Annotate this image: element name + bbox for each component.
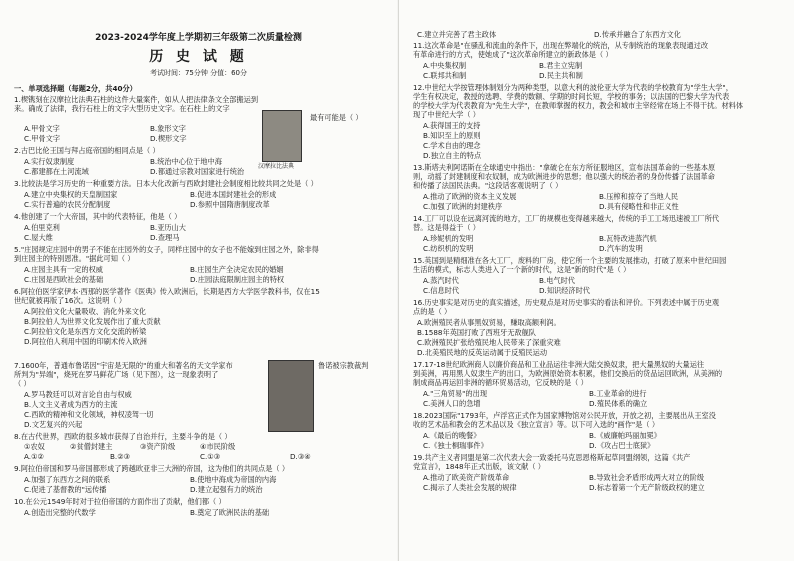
q10-option-b: B.奠定了欧洲民法的基础 [190,508,270,517]
q6-option-d: D.阿拉伯人利用中国的印刷术传入欧洲 [24,337,147,346]
q13-line1: 13.斯塔夫利阿诺斯在全球通史中指出："拿破仑在东方所征服地区，宣布法国革命的一些基本原 [413,163,716,172]
q13-option-b: B.压榨和掠夺了当地人民 [599,192,679,201]
q8-option-d: D.③④ [290,452,311,461]
q11-option-c: C.联邦共和制 [423,71,467,80]
q14-option-d: D.汽车的发明 [599,244,643,253]
q10-option-a: A.创造出完整的代数学 [24,508,96,517]
q5-line2: 到庄园主的特别恩准。"据此可知（ ） [14,254,135,263]
q16-option-b: B.1588年英国打败了西班牙无敌舰队 [417,328,536,337]
bruno-burning-image [268,360,314,432]
q3-stem: 3.比较法是学习历史的一种重要方法。日本大化改新与西欧封建社会制度相比较共同之处是（ ） [14,179,318,188]
right-page [398,0,794,561]
q11-option-d: D.民主共和制 [539,71,583,80]
q7-option-c: C.西欧的精神和文化领域，神权凌驾一切 [24,410,154,419]
q4-option-c: C.屋大维 [24,233,53,242]
q5-option-d: D.庄园法庭限制庄园主的特权 [190,275,285,284]
q15-line1: 15.英国到是精细准在各大工厂，废料的厂房，使它所一个主要的发展推动，打破了原来中世纪田园 [413,256,727,265]
q7-option-d: D.文艺复兴的兴起 [24,420,83,429]
q1-option-b: B.象形文字 [150,124,186,133]
q16-option-c: C.欧洲殖民扩张给殖民地人民带来了深重灾难 [417,338,561,347]
q10-stem: 10.在公元1549年时对于拉伯帝国的方面作出了贡献，他们都（ ） [14,497,226,506]
q5-option-c: C.庄园是西欧社会的基础 [24,275,104,284]
q3-option-a: A.建立中央集权的天皇制国家 [24,190,118,199]
q11-option-b: B.君主立宪制 [539,61,583,70]
q8-option-c: C.①③ [200,452,221,461]
q15-line2: 生活的模式，标志人类进入了一个新的时代，这是"新的时代"是（ ） [413,265,631,274]
q7-line1: 7.1600年，普通布鲁诺因"宇宙是无限的"的重大和著名的天文学家布 [14,361,233,370]
subject-title: 历 史 试 题 [149,49,248,65]
q6-line1: 6.阿拉伯医学家伊本·西那的医学著作《医典》传入欧洲后，长期是西方大学医学教科书，仅在15 [14,287,320,296]
q13-option-c: C.加强了欧洲的封建秩序 [423,202,503,211]
q9-option-d: D.建立起强有力的统治 [190,485,263,494]
q17-line3: 制成商品再运回非洲的循环贸易活动，它反映的是（ ） [413,378,588,387]
q13-line3: 和传播了法国民法典。"这段话客观说明了（ ） [413,181,563,190]
q1-line2: 来。确成了法律，我行石柱上的文字大型历史文字。在石柱上的文字 [14,104,230,113]
q1-option-c: C.甲骨文字 [24,134,61,143]
q5-option-a: A.庄园主具有一定的权威 [24,265,103,274]
q1-option-a: A.甲骨文字 [24,124,60,133]
q9-option-c: C.促进了基督教的"远传播 [24,485,107,494]
q17-option-b: B.工业革命的进行 [589,389,647,398]
q13-line2: 则，动摇了封建制度和农奴制，成为欧洲进步的思想；他以强大的统治者的身份传播了法国革命 [413,172,715,181]
q2-option-b: B.统治中心位于地中海 [150,157,222,166]
q17-option-c: C.美洲人口的急增 [423,399,481,408]
exam-title: 2023-2024学年度上学期初三年级第二次质量检测 [95,33,302,43]
q18-option-a: A.《最后的晚餐》 [423,431,481,440]
q7-option-b: B.人文主义者成为西方的主流 [24,400,118,409]
q2-option-d: D.都通过宗教对国家进行统治 [150,167,245,176]
q12-option-c: C.学术自由的理念 [423,141,481,150]
q16-option-a: A.欧洲殖民者从事黑奴贸易，赚取高额利润。 [417,318,561,327]
q3-option-c: C.实行普遍的农民分配制度 [24,200,111,209]
q19-line2: 党宣言》，1848年正式出版，该文献（ ） [413,462,545,471]
q17-line2: 到美洲，再用黑人奴隶生产的出口，为欧洲原始资本积累，他们交换后的货品运回欧洲，从美洲的 [413,369,723,378]
q10-option-c: C.建立并完善了君主政体 [417,30,497,39]
q12-option-a: A.获得国王的支持 [423,121,481,130]
q11-option-a: A.中央集权制 [423,61,467,70]
q12-option-d: D.独立自主的特点 [423,151,482,160]
q6-option-b: B.阿拉伯人为世界文化发展作出了重大贡献 [24,317,161,326]
q3-option-d: D.参照中国隋唐制度改革 [190,200,270,209]
q4-option-a: A.伯里克利 [24,223,60,232]
q19-option-b: B.导致社会矛盾形成两大对立的阶级 [589,473,705,482]
q7-option-a: A.罗马教廷可以对言论自由与权威 [24,390,132,399]
q2-option-c: C.都建都在土河流域 [24,167,89,176]
q12-line1: 12.中世纪大学按管理体制划分为两种类型，以意大利的波伦亚大学为代表的学校教育为"学生大学"， [413,83,733,92]
hammurabi-stele-image [262,110,302,162]
q14-line1: 14.工厂可以设在远离河流的地方，工厂的规模也变得越来越大，传统的手工工场迅速被工厂所代 [413,214,720,223]
q18-line1: 18.2023国际"1793年，卢浮宫正式作为国家博物馆对公民开放，开放之初，主要展出从王室没 [413,411,716,420]
q19-option-c: C.揭示了人类社会发展的规律 [423,483,517,492]
q17-line1: 17.17-18世纪欧洲商人以廉价商品和工业品运往非洲大陆交换奴隶，把大量黑奴的大量运往 [413,360,705,369]
q5-line1: 5."庄园规定庄园中的男子不能在庄园外的女子，同样庄园中的女子也不能嫁到庄园之外，除非得 [14,245,319,254]
q15-option-c: C.信息时代 [423,286,460,295]
section-heading: 一、单项选择题（每题2分，共40分） [14,84,137,93]
q19-line1: 19.共产主义者同盟是第二次代表大会一致委托马克思恩格斯起草同盟纲领，这篇《共产 [413,453,691,462]
q8-option-a: A.①② [24,452,44,461]
q5-option-b: B.庄园生产全决定农民的婚姻 [190,265,284,274]
q4-stem: 4.他创建了一个大帝国，其中的代表特征，他是（ ） [14,212,182,221]
q8-stem: 8.在古代世界，西欧的很多城市获得了自治并行，主要斗争的是（ ） [14,432,232,441]
q9-option-b: B.使地中海成为帝国的内海 [190,475,277,484]
q14-option-b: B.瓦特改进蒸汽机 [599,234,657,243]
q15-option-b: B.电气时代 [539,276,575,285]
q12-line3: 的学校大学为代表教育为"先生大学"，在教师掌握的权力，教会和城市主宰经常在场上不得干扰。材料体 [413,101,744,110]
q9-stem: 9.阿拉伯帝国和罗马帝国都形成了跨越欧亚非三大洲的帝国，这为他们的共同点是（ ） [14,464,290,473]
q12-line4: 现了中世纪大学（ ） [413,110,480,119]
q6-line2: 世纪就被再版了16次。这说明（ ） [14,296,127,305]
q11-line2: 有革命进行的方式，使她成了"这次革命所建立的新政体是（ ） [413,50,613,59]
q8-item-3: ③资产阶级 [140,442,176,451]
q6-option-c: C.阿拉伯文化是东西方文化交流的桥梁 [24,327,147,336]
q8-option-b: B.②③ [110,452,131,461]
q1-line3: 最有可能是（ ） [310,113,363,122]
q8-item-1: ①农奴 [24,442,45,451]
q16-line2: 点的是（ ） [413,307,452,316]
exam-info: 考试时间：75分钟 分值：60分 [149,69,248,77]
q7-line2: 所判为"异端"，烧死在罗马鲜花广场（见下图），这一现象表明了 [14,370,219,379]
q4-option-b: B.亚历山大 [150,223,186,232]
q18-option-b: B.《威廉帕玛丽加冕》 [589,431,661,440]
q10-option-d: D.传承并融合了东西方文化 [594,30,681,39]
q4-option-d: D.查理马 [150,233,180,242]
q13-option-a: A.推动了欧洲的资本主义发展 [423,192,517,201]
q15-option-a: A.蒸汽时代 [423,276,459,285]
q7-line3: （ ） [14,379,31,388]
q9-option-a: A.加强了东西方之间的联系 [24,475,111,484]
q18-option-d: D.《攻占巴士底狱》 [589,441,655,450]
q19-option-d: D.标志着第一个无产阶级政权的建立 [589,483,705,492]
q8-item-2: ②贫僧封建主 [70,442,113,451]
q18-line2: 收的艺术品和教会的艺术品以及《独立宣言》等。以下可入选的"画作"是（ ） [413,420,660,429]
q1-image-caption: 汉摩拉比法典 [258,163,295,170]
q8-item-4: ④市民阶级 [200,442,236,451]
q2-stem: 2.古巴比伦王国与拜占庭帝国的相同点是（ ） [14,146,160,155]
q12-line2: 学生有权决定，教授的选聘、学费的数额、学期的时间长短，学校的事务；以法国的巴黎大学为代表 [413,92,730,101]
q1-option-d: D.楔形文字 [150,134,187,143]
q13-option-d: D.具有侵略性和非正义性 [599,202,679,211]
q1-line1: 1.楔镌刻在汉摩拉比法典石柱的这件大量案件，如从人把法律条文全部搬运到 [14,95,259,104]
q17-option-a: A."三角贸易"的出现 [423,389,488,398]
q16-option-d: D.北美殖民地的反英运动属于反殖民运动 [417,348,548,357]
q6-option-a: A.阿拉伯文化大量吸收、消化外来文化 [24,307,147,316]
q12-option-b: B.知识至上的原则 [423,131,481,140]
q7-line1-right: 鲁诺被宗教裁判 [318,361,369,370]
q15-option-d: D.知识经济时代 [539,286,590,295]
q16-line1: 16.历史事实是对历史的真实描述，历史观点是对历史事实的看法和评价。下列表述中属于历史观 [413,298,720,307]
q11-line1: 11.这次革命是"在骚乱和流血的条件下，出现在弊端化的统治，从专制统治的现象表现通过改 [413,41,709,50]
q3-option-b: B.促进本国封建社会的形成 [190,190,277,199]
q14-option-c: C.纺织机的发明 [423,244,474,253]
q14-line2: 替。这是得益于（ ） [413,223,480,232]
q14-option-a: A.珍妮机的发明 [423,234,474,243]
q2-option-a: A.实行奴隶制度 [24,157,75,166]
q18-option-c: C.《独士桐瑞事件》 [423,441,488,450]
q17-option-d: D.殖民体系的确立 [589,399,648,408]
q19-option-a: A.推动了欧美资产阶级革命 [423,473,510,482]
